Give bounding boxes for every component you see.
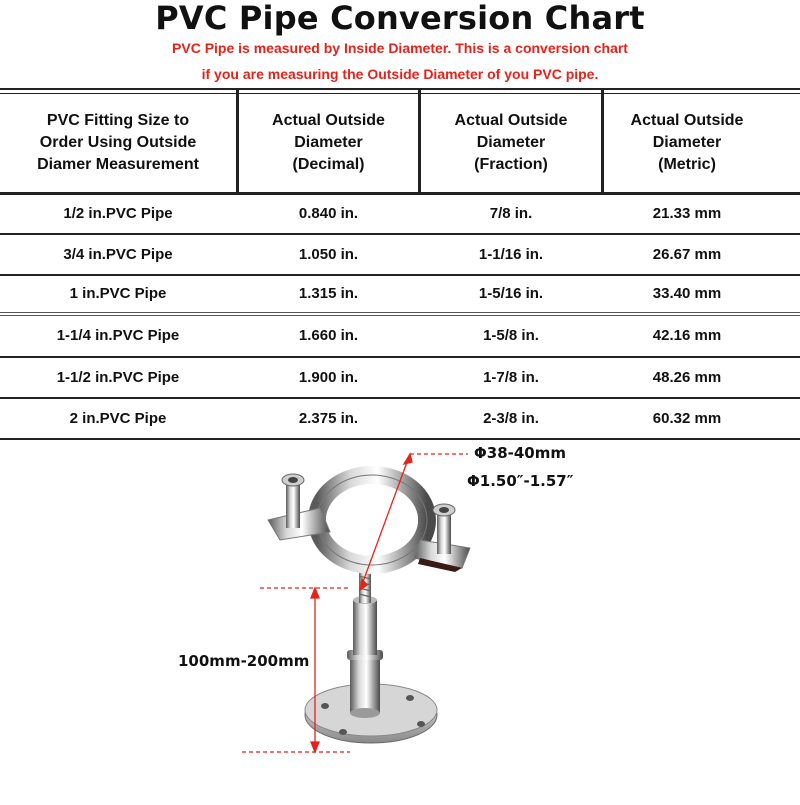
table-cell: 2 in.PVC Pipe bbox=[69, 409, 167, 427]
table-cell: 1-1/2 in.PVC Pipe bbox=[56, 368, 180, 386]
height-range-label: 100mm-200mm bbox=[178, 652, 310, 670]
table-cell: 0.840 in. bbox=[298, 205, 359, 222]
row-divider bbox=[0, 312, 800, 313]
table-cell: 1.315 in. bbox=[298, 285, 359, 302]
table-cell: 26.67 mm bbox=[652, 245, 722, 263]
table-cell: 1-5/8 in. bbox=[483, 327, 539, 344]
table-cell: 21.33 mm bbox=[652, 205, 722, 222]
pipe-clamp-figure bbox=[0, 440, 800, 800]
table-cell: 42.16 mm bbox=[652, 327, 722, 344]
conversion-table bbox=[0, 88, 800, 440]
table-cell: 33.40 mm bbox=[652, 285, 722, 302]
table-cell: 1-7/8 in. bbox=[483, 368, 539, 386]
clamp-diameter-inch-label: Φ1.50″-1.57″ bbox=[467, 472, 574, 490]
table-cell: 3/4 in.PVC Pipe bbox=[63, 245, 173, 263]
clamp-diameter-mm-label: Φ38-40mm bbox=[474, 444, 566, 462]
header-cell: Actual Outside Diameter (Decimal) bbox=[272, 112, 385, 173]
table-cell: 1/2 in.PVC Pipe bbox=[63, 205, 173, 222]
table-cell: 2.375 in. bbox=[298, 409, 359, 427]
table-cell: 7/8 in. bbox=[489, 205, 533, 222]
subtitle-line-2: if you are measuring the Outside Diameter of you PVC pipe. bbox=[201, 66, 599, 82]
table-cell: 48.26 mm bbox=[652, 368, 722, 386]
table-cell: 60.32 mm bbox=[652, 409, 722, 427]
table-cell: 1 in.PVC Pipe bbox=[69, 285, 167, 302]
table-cell: 1-1/4 in.PVC Pipe bbox=[56, 327, 180, 344]
page-title: PVC Pipe Conversion Chart bbox=[155, 0, 645, 37]
table-top-rule bbox=[0, 88, 800, 90]
pipe-clamp-illustration bbox=[0, 440, 800, 800]
table-cell: 2-3/8 in. bbox=[483, 409, 539, 427]
support-tube bbox=[347, 596, 383, 718]
table-cell: 1.050 in. bbox=[298, 245, 359, 263]
subtitle-line-1: PVC Pipe is measured by Inside Diameter. This is a conversion chart bbox=[172, 40, 628, 56]
header-cell: Actual Outside Diameter (Metric) bbox=[630, 112, 744, 173]
table-cell: 1-1/16 in. bbox=[478, 245, 544, 263]
header-cell: Actual Outside Diameter (Fraction) bbox=[454, 112, 568, 173]
table-cell: 1.660 in. bbox=[298, 327, 359, 344]
header-cell: PVC Fitting Size to Order Using Outside Diamer Measurement bbox=[37, 112, 199, 173]
table-cell: 1.900 in. bbox=[298, 368, 359, 386]
table-cell: 1-5/16 in. bbox=[478, 285, 544, 302]
